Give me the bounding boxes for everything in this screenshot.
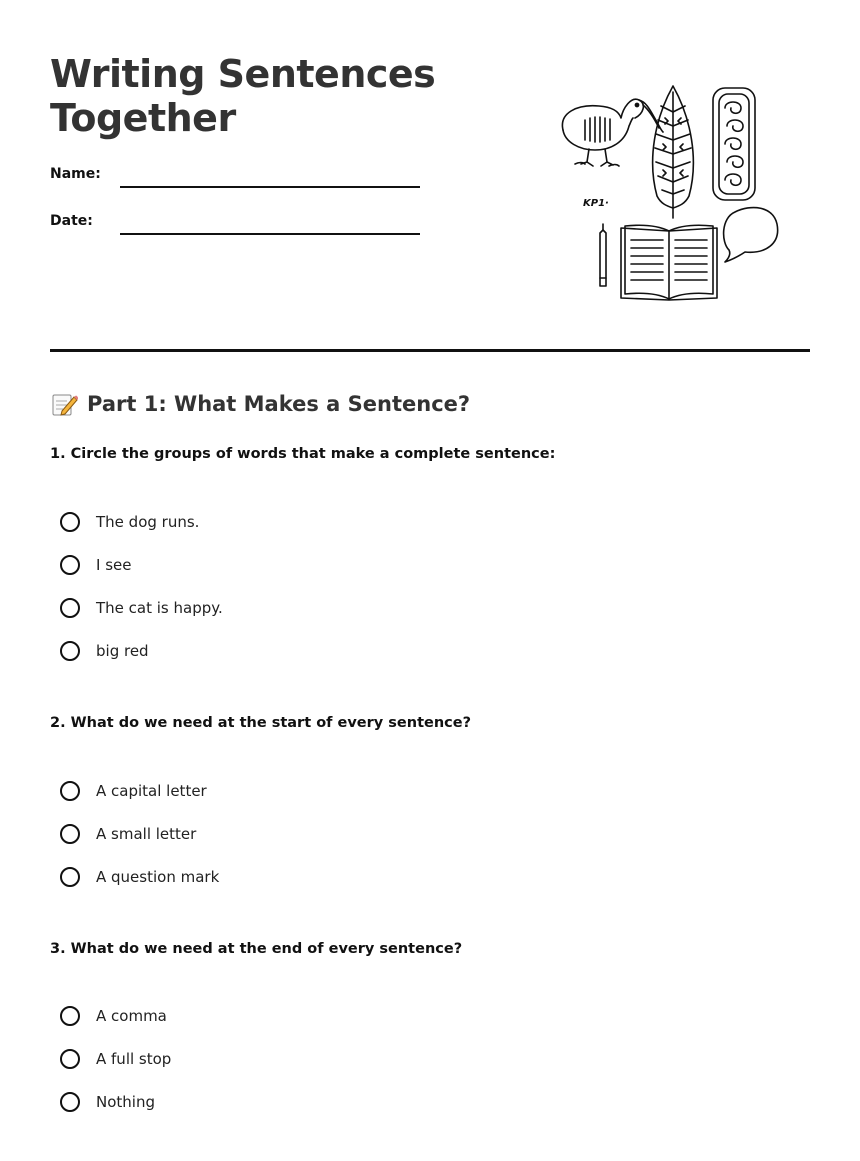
radio-circle[interactable] — [60, 867, 80, 887]
header-illustration — [555, 78, 785, 306]
radio-circle[interactable] — [60, 555, 80, 575]
q1-option-1[interactable] — [60, 509, 199, 535]
speech-bubble-icon — [724, 208, 778, 262]
q3-option-1[interactable] — [60, 1003, 167, 1029]
radio-circle[interactable] — [60, 824, 80, 844]
q2-option-3[interactable] — [60, 864, 219, 890]
option-label: A question mark — [96, 868, 220, 886]
pencil-icon — [600, 224, 606, 286]
date-field-line[interactable] — [120, 233, 420, 235]
question-2: 2. What do we need at the start of every sentence? — [50, 715, 471, 731]
name-field-line[interactable] — [120, 186, 420, 188]
header-divider — [50, 349, 810, 352]
q1-option-3[interactable] — [60, 595, 223, 621]
part-1-heading — [50, 388, 470, 420]
radio-circle[interactable] — [60, 1006, 80, 1026]
date-label: Date: — [50, 213, 93, 229]
q3-option-3[interactable] — [60, 1089, 155, 1115]
radio-circle[interactable] — [60, 1049, 80, 1069]
carved-panel-icon — [713, 88, 755, 200]
title-line-1: Writing Sentences — [50, 52, 436, 96]
option-label: Nothing — [96, 1093, 155, 1111]
memo-pencil-icon — [50, 390, 78, 418]
option-label: The cat is happy. — [96, 599, 223, 617]
radio-circle[interactable] — [60, 641, 80, 661]
option-label: The dog runs. — [96, 513, 200, 531]
q1-option-4[interactable] — [60, 638, 149, 664]
radio-circle[interactable] — [60, 512, 80, 532]
option-label: A capital letter — [96, 782, 207, 800]
radio-circle[interactable] — [60, 1092, 80, 1112]
option-label: big red — [96, 642, 149, 660]
option-label: A full stop — [96, 1050, 172, 1068]
option-label: A small letter — [96, 825, 197, 843]
part-1-heading-text: Part 1: What Makes a Sentence? — [87, 392, 471, 416]
radio-circle[interactable] — [60, 781, 80, 801]
question-1: 1. Circle the groups of words that make a complete sentence: — [50, 446, 556, 462]
q1-option-2[interactable] — [60, 552, 131, 578]
title-line-2: Together — [50, 96, 236, 140]
fern-icon — [653, 86, 694, 218]
option-label: I see — [96, 556, 132, 574]
worksheet-title — [50, 52, 435, 140]
q2-option-2[interactable] — [60, 821, 196, 847]
name-label: Name: — [50, 166, 101, 182]
q3-option-2[interactable] — [60, 1046, 171, 1072]
illustration-caption: KP1· — [583, 198, 609, 209]
question-3: 3. What do we need at the end of every sentence? — [50, 941, 463, 957]
q2-option-1[interactable] — [60, 778, 207, 804]
kiwi-bird-icon — [562, 99, 663, 166]
radio-circle[interactable] — [60, 598, 80, 618]
open-book-icon — [621, 225, 717, 300]
option-label: A comma — [96, 1007, 167, 1025]
